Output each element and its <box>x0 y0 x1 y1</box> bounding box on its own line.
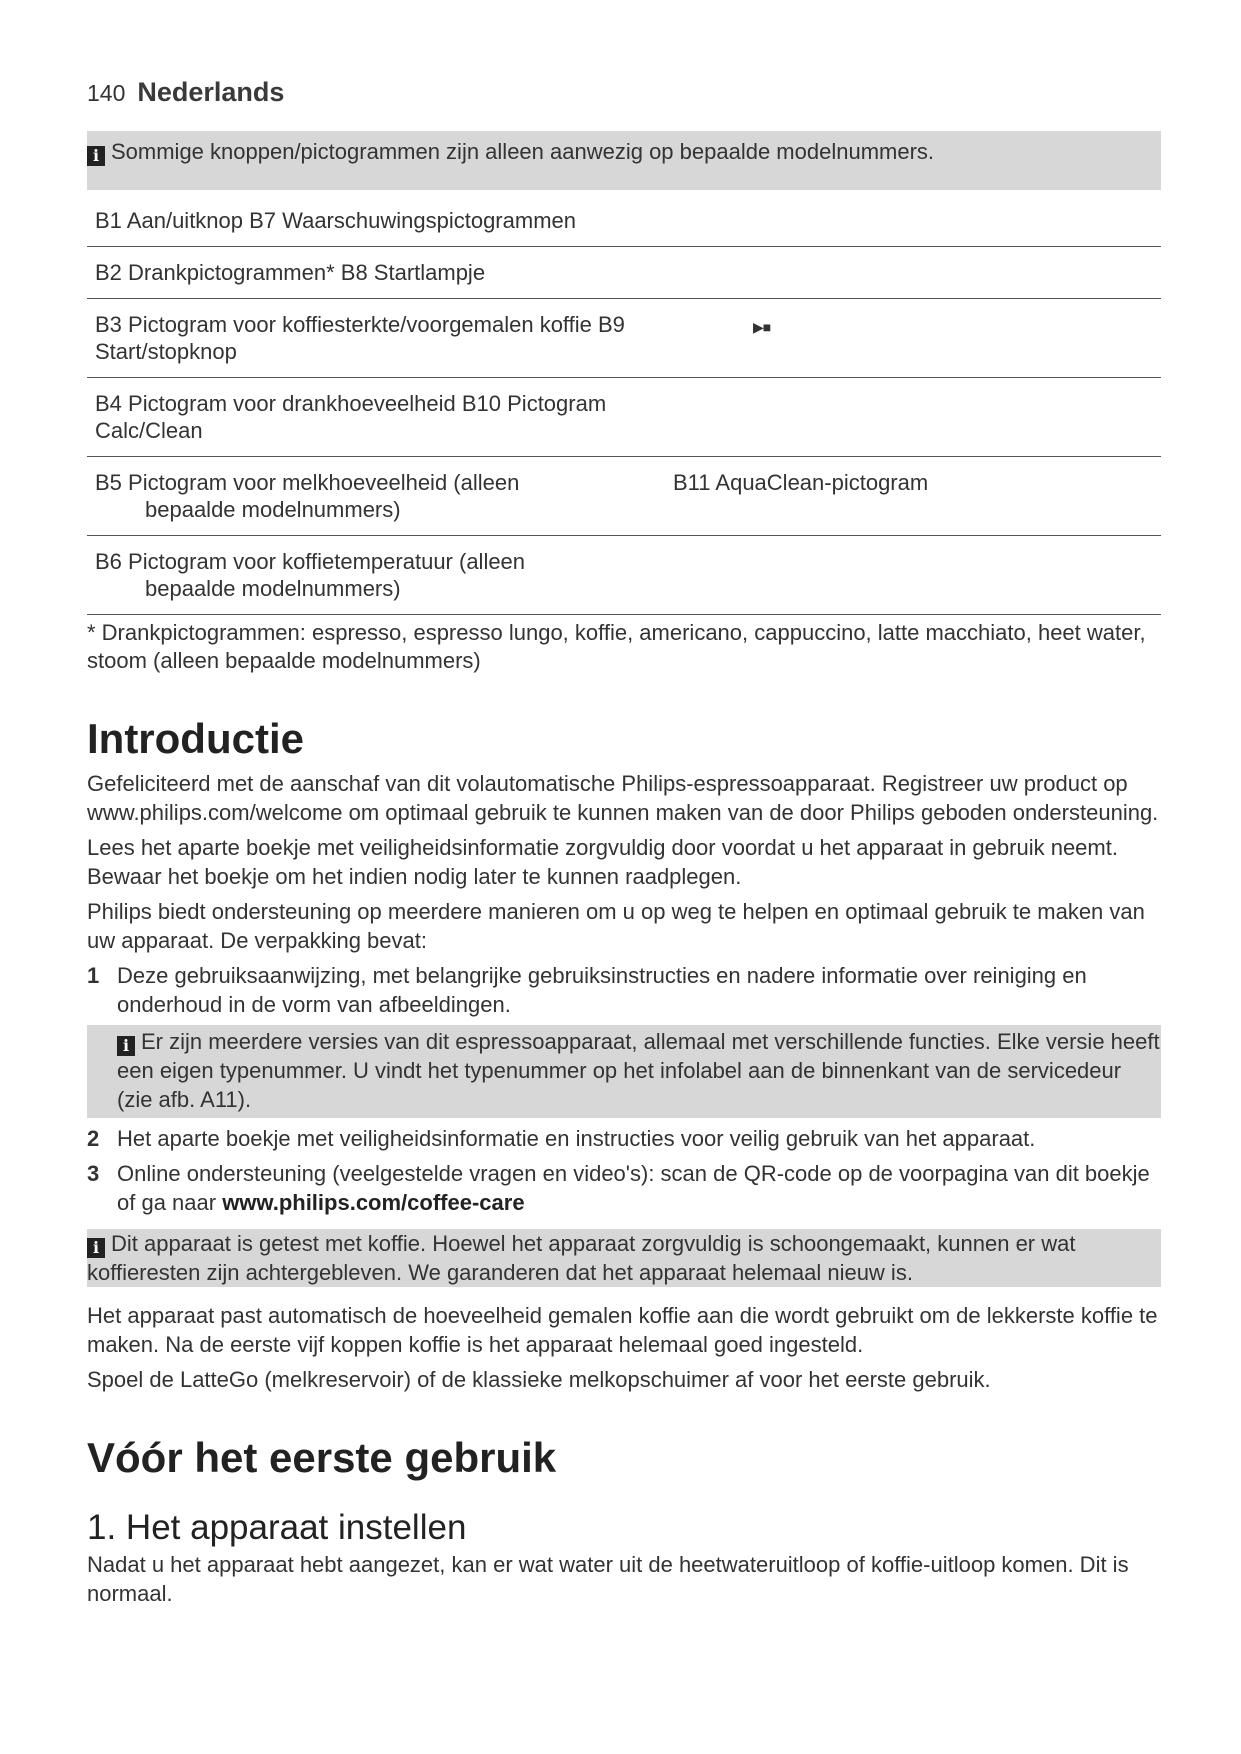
coffee-care-link[interactable]: www.philips.com/coffee-care <box>222 1190 525 1215</box>
table-row <box>87 195 1161 247</box>
page-header <box>87 72 1161 113</box>
info-note-models <box>87 131 1161 190</box>
list-text: Deze gebruiksaanwijzing, met belangrijke gebruiksinstructies en nadere informatie over reiniging en onderhoud in de vorm van afbeeldingen. <box>117 963 1087 1017</box>
info-icon: i <box>117 1036 135 1056</box>
part-label-right: B11 AquaClean-pictogram <box>673 470 929 495</box>
language-label: Nederlands <box>137 77 285 107</box>
part-label-continued: bepaalde modelnummers) <box>145 497 401 522</box>
info-note-text: Er zijn meerdere versies van dit espressoapparaat, allemaal met verschillende functies. Elke versie heeft een eigen typenummer. U vindt het typenummer op het infolabel aan de binnenkant van de servicedeur (zie afb. A11). <box>117 1029 1160 1112</box>
part-label: B2 Drankpictogrammen* B8 Startlampje <box>95 260 486 285</box>
table-row <box>87 247 1161 299</box>
part-label: B3 Pictogram voor koffiesterkte/voorgemalen koffie B9 Start/stopknop <box>95 312 625 364</box>
part-label: B1 Aan/uitknop B7 Waarschuwingspictogrammen <box>95 208 576 233</box>
parts-table <box>87 195 1161 615</box>
manual-page <box>87 72 1161 1614</box>
table-row <box>87 378 1161 457</box>
drink-footnote: * Drankpictogrammen: espresso, espresso lungo, koffie, americano, cappuccino, latte macchiato, heet water, stoom (alleen bepaalde modelnummers) <box>87 620 1146 673</box>
table-row <box>87 299 1161 378</box>
list-item <box>87 1124 1161 1153</box>
list-item <box>87 1159 1161 1217</box>
list-number: 1 <box>87 963 100 988</box>
info-icon: i <box>87 146 105 166</box>
part-label-continued: bepaalde modelnummers) <box>145 576 401 601</box>
intro-paragraph-1: Gefeliciteerd met de aanschaf van dit volautomatische Philips-espressoapparaat. Registreer uw product op www.philips.com/welcome om optimaal gebruik te kunnen maken van de door Philips geboden ondersteuning. <box>87 771 1159 825</box>
setup-paragraph: Nadat u het apparaat hebt aangezet, kan er wat water uit de heetwateruitloop of koffie-uitloop komen. Dit is normaal. <box>87 1552 1129 1606</box>
intro-heading: Introductie <box>87 715 304 762</box>
list-number: 2 <box>87 1126 100 1151</box>
intro-paragraph-2: Lees het aparte boekje met veiligheidsinformatie zorgvuldig door voordat u het apparaat in gebruik neemt. Bewaar het boekje om het indien nodig later te kunnen raadplegen. <box>87 835 1118 889</box>
intro-paragraph-4: Het apparaat past automatisch de hoeveelheid gemalen koffie aan die wordt gebruikt om de lekkerste koffie te maken. Na de eerste vijf koppen koffie is het apparaat helemaal goed ingesteld. <box>87 1303 1158 1357</box>
start-stop-icon: ▶■ <box>753 319 771 335</box>
info-note-text: Sommige knoppen/pictogrammen zijn alleen aanwezig op bepaalde modelnummers. <box>111 139 935 164</box>
list-number: 3 <box>87 1161 100 1186</box>
info-note-versions <box>87 1025 1161 1118</box>
intro-paragraph-5: Spoel de LatteGo (melkreservoir) of de klassieke melkopschuimer af voor het eerste gebruik. <box>87 1367 991 1392</box>
part-label: B4 Pictogram voor drankhoeveelheid B10 Pictogram Calc/Clean <box>95 391 607 443</box>
list-text: Online ondersteuning (veelgestelde vragen en video's): scan de QR-code op de voorpagina van dit boekje of ga naar <box>117 1161 1150 1215</box>
first-use-heading: Vóór het eerste gebruik <box>87 1434 557 1481</box>
table-row <box>87 457 1161 536</box>
part-label: B5 Pictogram voor melkhoeveelheid (alleen <box>95 470 520 495</box>
info-icon: i <box>87 1238 105 1258</box>
list-text: Het aparte boekje met veiligheidsinformatie en instructies voor veilig gebruik van het apparaat. <box>117 1126 1036 1151</box>
intro-paragraph-3: Philips biedt ondersteuning op meerdere manieren om u op weg te helpen en optimaal gebruik te maken van uw apparaat. De verpakking bevat: <box>87 899 1145 953</box>
part-label: B6 Pictogram voor koffietemperatuur (alleen <box>95 549 526 574</box>
page-number: 140 <box>87 80 126 106</box>
table-row <box>87 536 1161 615</box>
setup-subheading: 1. Het apparaat instellen <box>87 1508 467 1547</box>
info-note-tested <box>87 1229 1161 1287</box>
info-note-text: Dit apparaat is getest met koffie. Hoewel het apparaat zorgvuldig is schoongemaakt, kunnen er wat koffieresten zijn achtergebleven. We garanderen dat het apparaat helemaal nieuw is. <box>87 1231 1076 1285</box>
list-item <box>87 961 1161 1019</box>
